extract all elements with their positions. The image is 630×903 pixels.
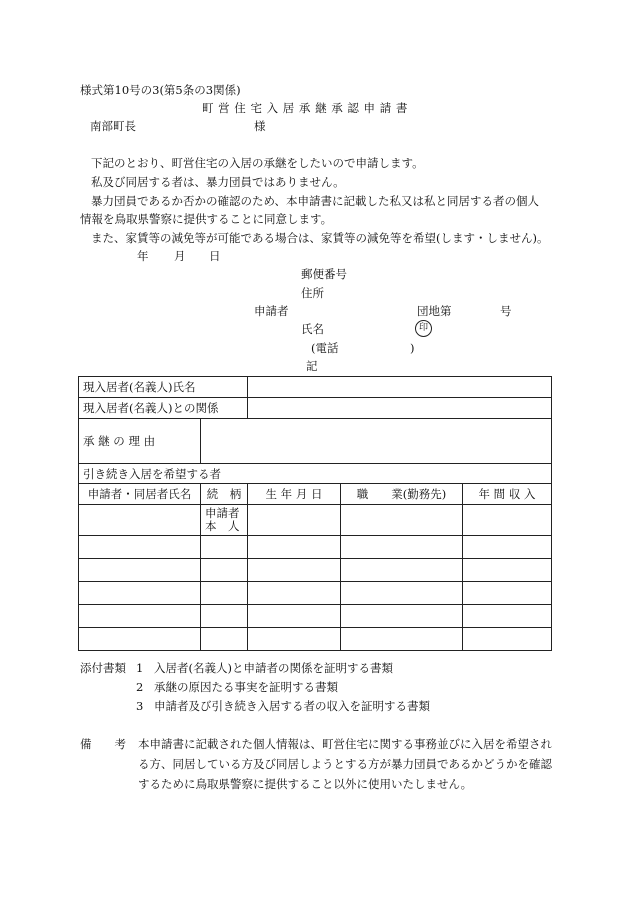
- cell-occupation[interactable]: [341, 536, 463, 559]
- cell-occupation[interactable]: [341, 628, 463, 651]
- attachment-num-3: 3: [136, 699, 144, 713]
- addressee: 南部町長: [90, 119, 136, 133]
- estate-suffix: 号: [500, 304, 512, 318]
- remarks-label: 備 考: [80, 737, 126, 751]
- cell-occupation[interactable]: [341, 559, 463, 582]
- paragraph-not-gang: 私及び同居する者は、暴力団員ではありません。: [91, 175, 345, 189]
- cell-income[interactable]: [463, 559, 552, 582]
- paragraph-consent-1: 暴力団員であるか否かの確認のため、本申請書に記載した私又は私と同居する者の個人: [91, 194, 540, 208]
- relation-label: 現入居者(名義人)との関係: [79, 398, 248, 419]
- cell-income[interactable]: [463, 505, 552, 536]
- attachments-label: 添付書類: [80, 661, 126, 675]
- self-line1: 申請者: [205, 506, 240, 520]
- table-row: [79, 628, 552, 651]
- cell-birthdate[interactable]: [248, 628, 341, 651]
- attachment-num-1: 1: [136, 661, 144, 675]
- cell-birthdate[interactable]: [248, 605, 341, 628]
- paragraph-request: 下記のとおり、町営住宅の入居の承継をしたいので申請します。: [91, 156, 424, 170]
- cell-name[interactable]: [79, 505, 201, 536]
- cell-birthdate[interactable]: [248, 582, 341, 605]
- header-birthdate: 生 年 月 日: [248, 484, 341, 505]
- seal-icon: 印: [415, 320, 432, 337]
- page-title: 町 営 住 宅 入 居 承 継 承 認 申 請 書: [202, 101, 408, 115]
- attachment-text-1: 入居者(名義人)と申請者の関係を証明する書類: [154, 661, 393, 675]
- table-row: [79, 559, 552, 582]
- table-row: [79, 377, 552, 398]
- remarks-text: 本申請書に記載された個人情報は、町営住宅に関する事務並びに入居を希望される方、同居している方及び同居しようとする方が暴力団員であるかどうかを確認するために鳥取県警察に提供すること以外に使用いたしません。: [138, 737, 552, 791]
- table-row: [79, 398, 552, 419]
- table-row: [79, 605, 552, 628]
- name-label: 氏名: [301, 322, 324, 336]
- cell-name[interactable]: [79, 605, 201, 628]
- cell-relation[interactable]: [201, 559, 248, 582]
- cell-income[interactable]: [463, 536, 552, 559]
- table-row: [79, 505, 552, 536]
- table-row: [79, 419, 552, 464]
- paragraph-rent: また、家賃等の減免等が可能である場合は、家賃等の減免等を希望(します・しません)。: [91, 231, 549, 245]
- cell-name[interactable]: [79, 559, 201, 582]
- cell-relation[interactable]: [201, 582, 248, 605]
- reason-label: 承 継 の 理 由: [79, 419, 201, 464]
- cell-birthdate[interactable]: [248, 536, 341, 559]
- attachment-text-2: 承継の原因たる事実を証明する書類: [154, 680, 338, 694]
- date-year: 年: [137, 249, 149, 263]
- cell-occupation[interactable]: [341, 582, 463, 605]
- current-resident-name-field[interactable]: [248, 377, 552, 398]
- cell-occupation[interactable]: [341, 505, 463, 536]
- cell-birthdate[interactable]: [248, 559, 341, 582]
- address-label: 住所: [301, 286, 324, 300]
- cell-income[interactable]: [463, 582, 552, 605]
- cell-relation[interactable]: [201, 628, 248, 651]
- header-occupation: 職 業(勤務先): [341, 484, 463, 505]
- cell-occupation[interactable]: [341, 605, 463, 628]
- reason-field[interactable]: [201, 419, 552, 464]
- addressee-suffix: 様: [254, 119, 266, 133]
- table-row: [79, 536, 552, 559]
- form-number: 様式第10号の3(第5条の3関係): [80, 83, 241, 97]
- cell-income[interactable]: [463, 605, 552, 628]
- ki-heading: 記: [306, 359, 318, 373]
- paragraph-consent-2: 情報を鳥取県警察に提供することに同意します。: [80, 212, 333, 226]
- cell-relation[interactable]: [201, 536, 248, 559]
- application-table: [78, 376, 552, 651]
- cell-name[interactable]: [79, 536, 201, 559]
- continue-label: 引き続き入居を希望する者: [79, 464, 552, 484]
- table-header-row: [79, 484, 552, 505]
- postal-label: 郵便番号: [301, 267, 347, 281]
- phone-open: (電話: [311, 341, 339, 355]
- attachment-num-2: 2: [136, 680, 144, 694]
- cell-birthdate[interactable]: [248, 505, 341, 536]
- date-day: 日: [209, 249, 221, 263]
- current-resident-name-label: 現入居者(名義人)氏名: [79, 377, 248, 398]
- cell-relation[interactable]: [201, 605, 248, 628]
- estate-label: 団地第: [417, 304, 452, 318]
- cell-name[interactable]: [79, 582, 201, 605]
- relation-field[interactable]: [248, 398, 552, 419]
- self-line2: 本 人: [205, 519, 240, 533]
- cell-relation-self: [201, 505, 248, 536]
- table-row: [79, 464, 552, 484]
- applicant-label: 申請者: [254, 304, 289, 318]
- header-name: 申請者・同居者氏名: [79, 484, 201, 505]
- header-income: 年 間 収 入: [463, 484, 552, 505]
- attachment-text-3: 申請者及び引き続き入居する者の収入を証明する書類: [154, 699, 430, 713]
- date-month: 月: [174, 249, 186, 263]
- table-row: [79, 582, 552, 605]
- header-relation: 続 柄: [201, 484, 248, 505]
- phone-close: ): [410, 341, 415, 355]
- cell-income[interactable]: [463, 628, 552, 651]
- cell-name[interactable]: [79, 628, 201, 651]
